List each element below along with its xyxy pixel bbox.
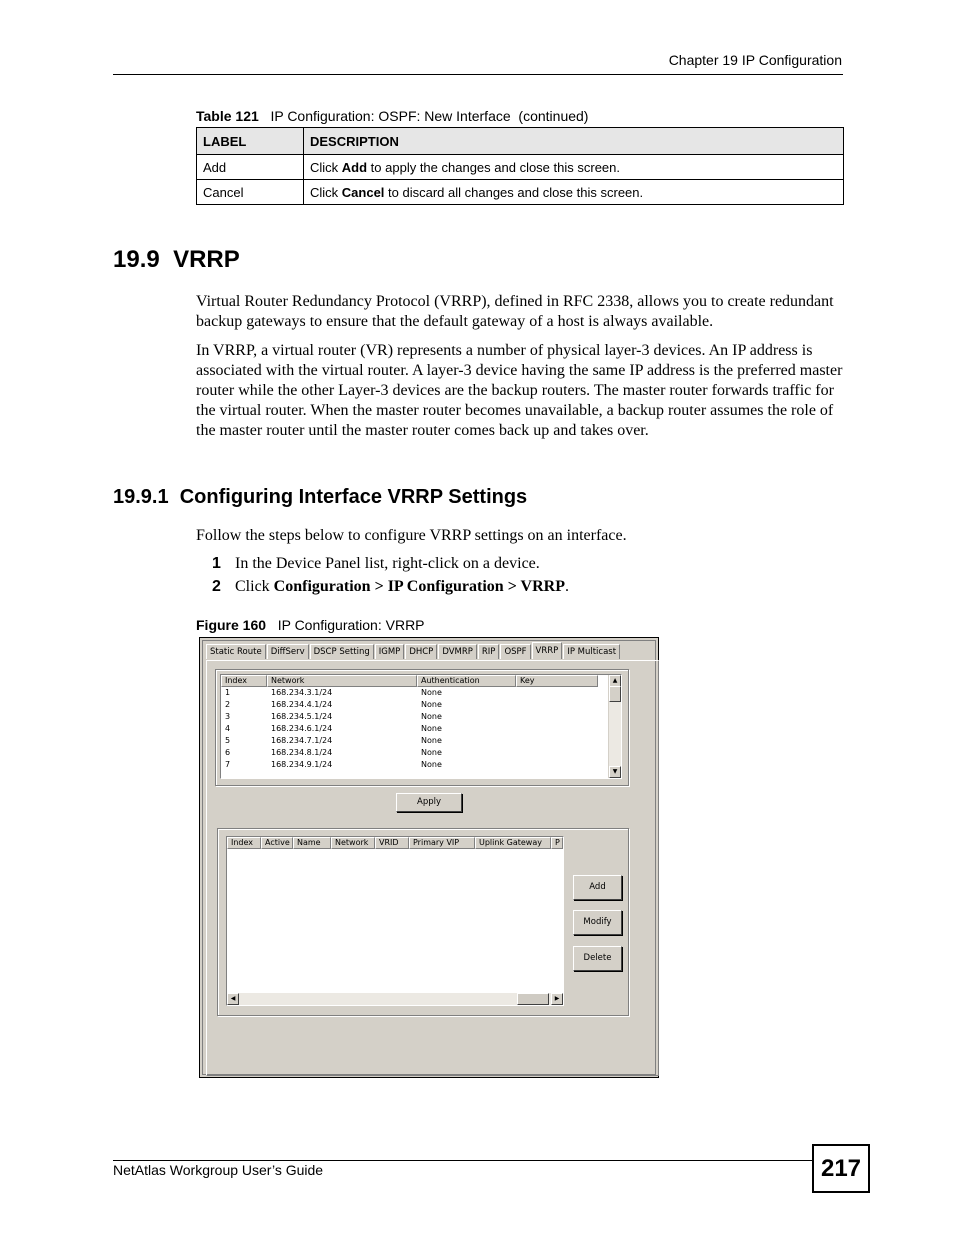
row-authentication: None (421, 688, 442, 697)
row-key (516, 711, 598, 723)
tab-dhcp[interactable]: DHCP (405, 644, 437, 659)
row-index: 4 (225, 724, 231, 733)
column-network[interactable]: Network (331, 837, 375, 849)
column-header-label: LABEL (197, 128, 304, 155)
step-item (212, 554, 540, 574)
tab-diffserv[interactable]: DiffServ (267, 644, 309, 659)
scroll-left-arrow-icon[interactable]: ◀ (227, 993, 239, 1005)
column-index[interactable]: Index (221, 675, 267, 687)
desc-text: Click (310, 159, 342, 175)
subsection-number: 19.9.1 (113, 486, 169, 508)
row-authentication: None (421, 736, 442, 745)
list-item[interactable] (221, 747, 621, 759)
paragraph: In VRRP, a virtual router (VR) represents a number of physical layer-3 devices. An IP address is associated with the virtual router. A layer-3 device having the same IP address is the preferred master router while the other Layer-3 devices are the backup routers. The master router forwards traffic for the virtual router. When the master router becomes unavailable, a backup router assumes the role of the master router until the master router comes back up and takes over. (196, 342, 843, 439)
tab-dvmrp[interactable]: DVMRP (438, 644, 477, 659)
row-authentication: None (421, 724, 442, 733)
interface-list-header (221, 675, 621, 687)
row-label: Cancel (197, 180, 304, 205)
section-title: VRRP (173, 246, 240, 273)
row-index: 3 (225, 712, 231, 721)
step-text: In the Device Panel list, right-click on a device. (235, 555, 540, 572)
paragraph: Virtual Router Redundancy Protocol (VRRP), defined in RFC 2338, allows you to create redundant backup gateways to ensure that the default gateway of a host is always available. (196, 293, 834, 330)
row-key (516, 687, 598, 699)
interface-list-group (215, 669, 629, 786)
step-item (212, 577, 569, 597)
apply-button[interactable]: Apply (396, 793, 462, 812)
row-authentication: None (421, 712, 442, 721)
row-authentication: None (421, 700, 442, 709)
figure-caption (196, 617, 425, 633)
row-key (516, 747, 598, 759)
desc-text: to apply the changes and close this screen. (367, 159, 620, 175)
column-authentication[interactable]: Authentication (417, 675, 516, 687)
row-key (516, 699, 598, 711)
row-key (516, 723, 598, 735)
row-description (304, 155, 844, 180)
tab-strip (206, 644, 621, 660)
step-menu-path: Configuration > IP Configuration > VRRP (273, 578, 565, 595)
tab-rip[interactable]: RIP (478, 644, 500, 659)
row-network: 168.234.8.1/24 (271, 748, 333, 757)
scroll-up-arrow-icon[interactable]: ▲ (609, 675, 621, 687)
column-name[interactable]: Name (293, 837, 331, 849)
row-network: 168.234.6.1/24 (271, 724, 333, 733)
subsection-heading (113, 486, 527, 509)
desc-text: Click (310, 184, 342, 200)
section-heading (113, 246, 240, 274)
column-primary-vip[interactable]: Primary VIP (409, 837, 475, 849)
scroll-right-arrow-icon[interactable]: ▶ (551, 993, 563, 1005)
vrrp-list-header (227, 837, 563, 849)
footer-guide-title: NetAtlas Workgroup User’s Guide (113, 1162, 324, 1178)
tab-ospf[interactable]: OSPF (500, 644, 530, 659)
table-caption (196, 108, 588, 124)
header-rule (113, 74, 843, 75)
row-label: Add (197, 155, 304, 180)
vertical-scrollbar[interactable] (608, 675, 621, 778)
table-row (197, 180, 844, 205)
column-p[interactable]: P (551, 837, 563, 849)
paragraph: Follow the steps below to configure VRRP settings on an interface. (196, 527, 627, 544)
footer-rule (113, 1160, 812, 1161)
desc-text: to discard all changes and close this screen. (384, 184, 644, 200)
window-frame (202, 640, 656, 1075)
table-caption-text: IP Configuration: OSPF: New Interface (continued) (270, 108, 589, 124)
scroll-thumb[interactable] (517, 993, 549, 1005)
vrrp-config-window (199, 637, 659, 1078)
tab-static-route[interactable]: Static Route (206, 644, 266, 659)
figure-caption-text: IP Configuration: VRRP (277, 617, 425, 633)
list-item[interactable] (221, 711, 621, 723)
column-header-description: DESCRIPTION (304, 128, 844, 155)
step-text: . (564, 578, 569, 595)
row-network: 168.234.3.1/24 (271, 688, 333, 697)
tab-ip-multicast[interactable]: IP Multicast (563, 644, 620, 659)
list-item[interactable] (221, 699, 621, 711)
list-item[interactable] (221, 759, 621, 771)
vrrp-entry-group (217, 828, 629, 1016)
horizontal-scrollbar[interactable] (227, 993, 563, 1005)
column-index[interactable]: Index (227, 837, 261, 849)
row-network: 168.234.4.1/24 (271, 700, 333, 709)
step-text: Click (235, 578, 274, 595)
modify-button[interactable]: Modify (573, 910, 622, 935)
row-description (304, 180, 844, 205)
vrrp-entry-list (226, 836, 564, 1006)
list-item[interactable] (221, 735, 621, 747)
column-network[interactable]: Network (267, 675, 417, 687)
row-network: 168.234.5.1/24 (271, 712, 333, 721)
row-network: 168.234.9.1/24 (271, 760, 333, 769)
interface-list-rows (221, 687, 621, 771)
list-item[interactable] (221, 723, 621, 735)
row-network: 168.234.7.1/24 (271, 736, 333, 745)
column-key[interactable]: Key (516, 675, 598, 687)
row-key (516, 735, 598, 747)
description-table (196, 127, 844, 205)
table-header-row (197, 128, 844, 155)
figure-label: Figure 160 (196, 617, 267, 633)
column-vrid[interactable]: VRID (375, 837, 409, 849)
column-uplink-gateway[interactable]: Uplink Gateway (475, 837, 551, 849)
delete-button[interactable]: Delete (573, 946, 622, 971)
subsection-title: Configuring Interface VRRP Settings (179, 486, 528, 508)
row-index: 7 (225, 760, 231, 769)
page-number: 217 (812, 1144, 870, 1193)
row-key (516, 759, 598, 771)
column-active[interactable]: Active (261, 837, 293, 849)
interface-list (220, 674, 622, 779)
tab-vrrp[interactable]: VRRP (532, 642, 563, 659)
row-index: 6 (225, 748, 231, 757)
step-number: 1 (212, 555, 221, 572)
row-index: 2 (225, 700, 231, 709)
table-row (197, 155, 844, 180)
scroll-thumb[interactable] (609, 686, 621, 702)
vrrp-tab-panel (206, 660, 659, 1076)
tab-dscp-setting[interactable]: DSCP Setting (310, 644, 374, 659)
list-item[interactable] (221, 687, 621, 699)
scroll-down-arrow-icon[interactable]: ▼ (609, 766, 621, 778)
row-index: 5 (225, 736, 231, 745)
chapter-header: Chapter 19 IP Configuration (668, 52, 842, 68)
tab-igmp[interactable]: IGMP (375, 644, 405, 659)
step-number: 2 (212, 578, 221, 595)
table-caption-label: Table 121 (196, 108, 259, 124)
desc-bold: Add (341, 159, 368, 175)
row-authentication: None (421, 748, 442, 757)
row-index: 1 (225, 688, 231, 697)
row-authentication: None (421, 760, 442, 769)
desc-bold: Cancel (341, 184, 385, 200)
section-number: 19.9 (113, 246, 160, 273)
add-button[interactable]: Add (573, 875, 622, 900)
